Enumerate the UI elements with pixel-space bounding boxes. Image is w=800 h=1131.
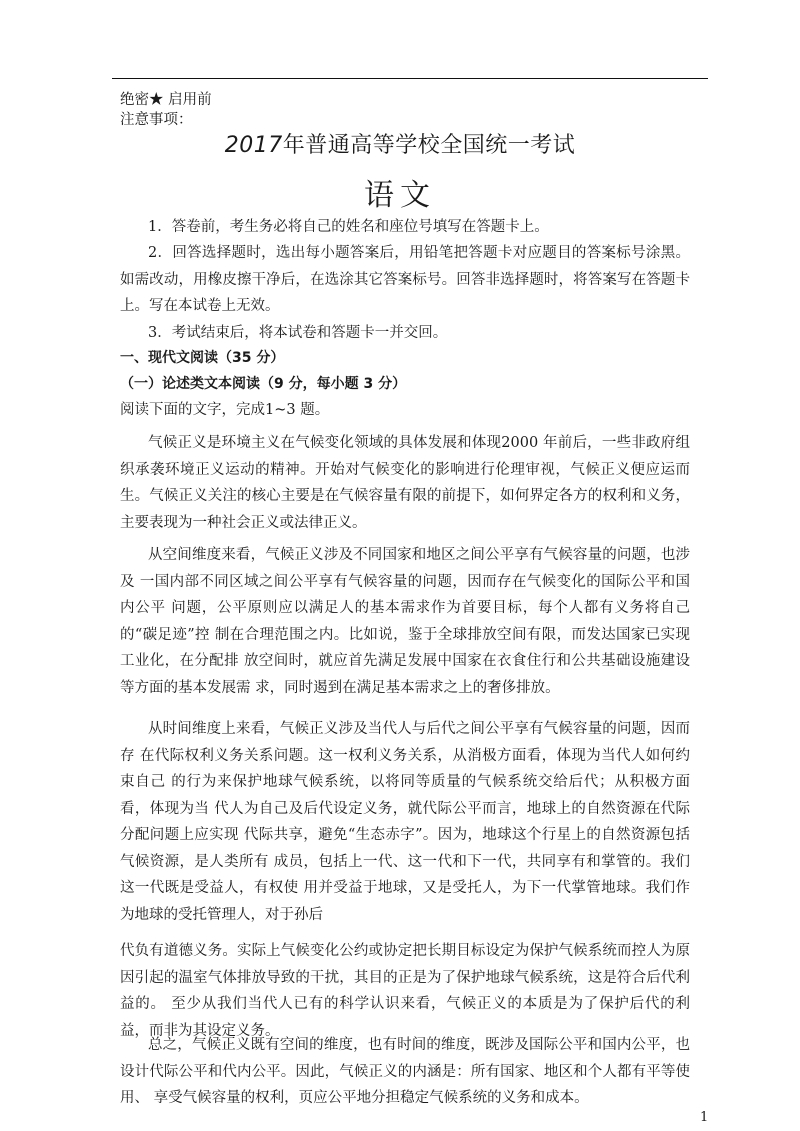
exam-title-text: 年普通高等学校全国统一考试 [282,133,576,158]
passage-paragraph-4: 总之，气候正义既有空间的维度，也有时间的维度，既涉及国际公平和国内公平，也设计代际公平和代内公平。因此，气候正义的内涵是：所有国家、地区和个人都有平等使用、 享受气候容量的权利，页应公平地分担稳定气候系统的义务和成本。 [120,1037,690,1106]
passage-paragraph-1: 气候正义是环境主义在气候变化领域的具体发展和体现2000 年前后，一些非政府组织承袭环境正义运动的精神。开始对气候变化的影响进行伦理审视，气候正义便应运而生。气候正义关注的核心主要是在气候容量有限的前提下，如何界定各方的权利和义务，主要表现为一种社会正义或法律正义。 [120,435,690,531]
confidential-label: 绝密★ 启用前 [120,92,212,108]
instruction-2: 2．回答选择题时，选出每小题答案后，用铅笔把答题卡对应题目的答案标号涂黑。如需改动，用橡皮擦干净后，在选涂其它答案标号。回答非选择题时，将答案写在答题卡上。写在本试卷上无效。 [120,245,690,314]
passage-paragraph-3: 从时间维度上来看，气候正义涉及当代人与后代之间公平享有气候容量的问题，因而存 在代际权利义务关系问题。这一权利义务关系，从消极方面看，体现为当代人如何约束自己 的行为来保护地球气候系统，以将同等质量的气候系统交给后代；从积极方面看，体现为当 代人为自己及后代设定义务，就代际公平而言，地球上的自然资源在代际分配问题上应实现 代际共享，避免“生态赤字”。因为，地球这个行星上的自然资源包括气候资源，是人类所有 成员，包括上一代、这一代和下一代，共同享有和掌管的。我们这一代既是受益人，有权使 用并受益于地球，又是受托人，为下一代掌管地球。我们作为地球的受托管理人，对于孙后 [120,721,690,923]
top-rule [112,78,708,79]
section-heading: 一、现代文阅读（35 分） [120,350,285,366]
passage-paragraph-3-cont: 代负有道德义务。实际上气候变化公约或协定把长期目标设定为保护气候系统而控人为原因引起的温室气体排放导致的干扰，其目的正是为了保护地球气候系统，这是符合后代利益的。 至少从我们当代人已有的科学认识来看，气候正义的本质是为了保护后代的利益，而非为其设定义务。 [120,943,690,1039]
passage-paragraph-2: 从空间维度来看，气候正义涉及不同国家和地区之间公平享有气候容量的问题，也涉及 一国内部不同区域之间公平享有气候容量的问题，因而存在气候变化的国际公平和国内公平 问题，公平原则应以满足人的基本需求作为首要目标，每个人都有义务将自己的“碳足迹”控 制在合理范围之内。比如说，鉴于全球排放空间有限，而发达国家已实现工业化，在分配排 放空间时，就应首先满足发展中国家在衣食住行和公共基础设施建设等方面的基本发展需 求，同时遏到在满足基本需求之上的奢侈排放。 [120,547,690,696]
page-number: 1 [700,1110,709,1125]
instruction-1: 1．答卷前，考生务必将自己的姓名和座位号填写在答题卡上。 [148,219,549,235]
subsection-heading: （一）论述类文本阅读（9 分，每小题 3 分） [120,376,407,392]
notice-label: 注意事项： [120,112,193,128]
exam-year: 2017 [224,133,283,158]
subject-title: 语文 [364,178,436,213]
reading-prompt: 阅读下面的文字，完成1~3 题。 [120,402,330,418]
instruction-3: 3．考试结束后，将本试卷和答题卡一并交回。 [148,325,448,341]
exam-title [0,128,800,159]
